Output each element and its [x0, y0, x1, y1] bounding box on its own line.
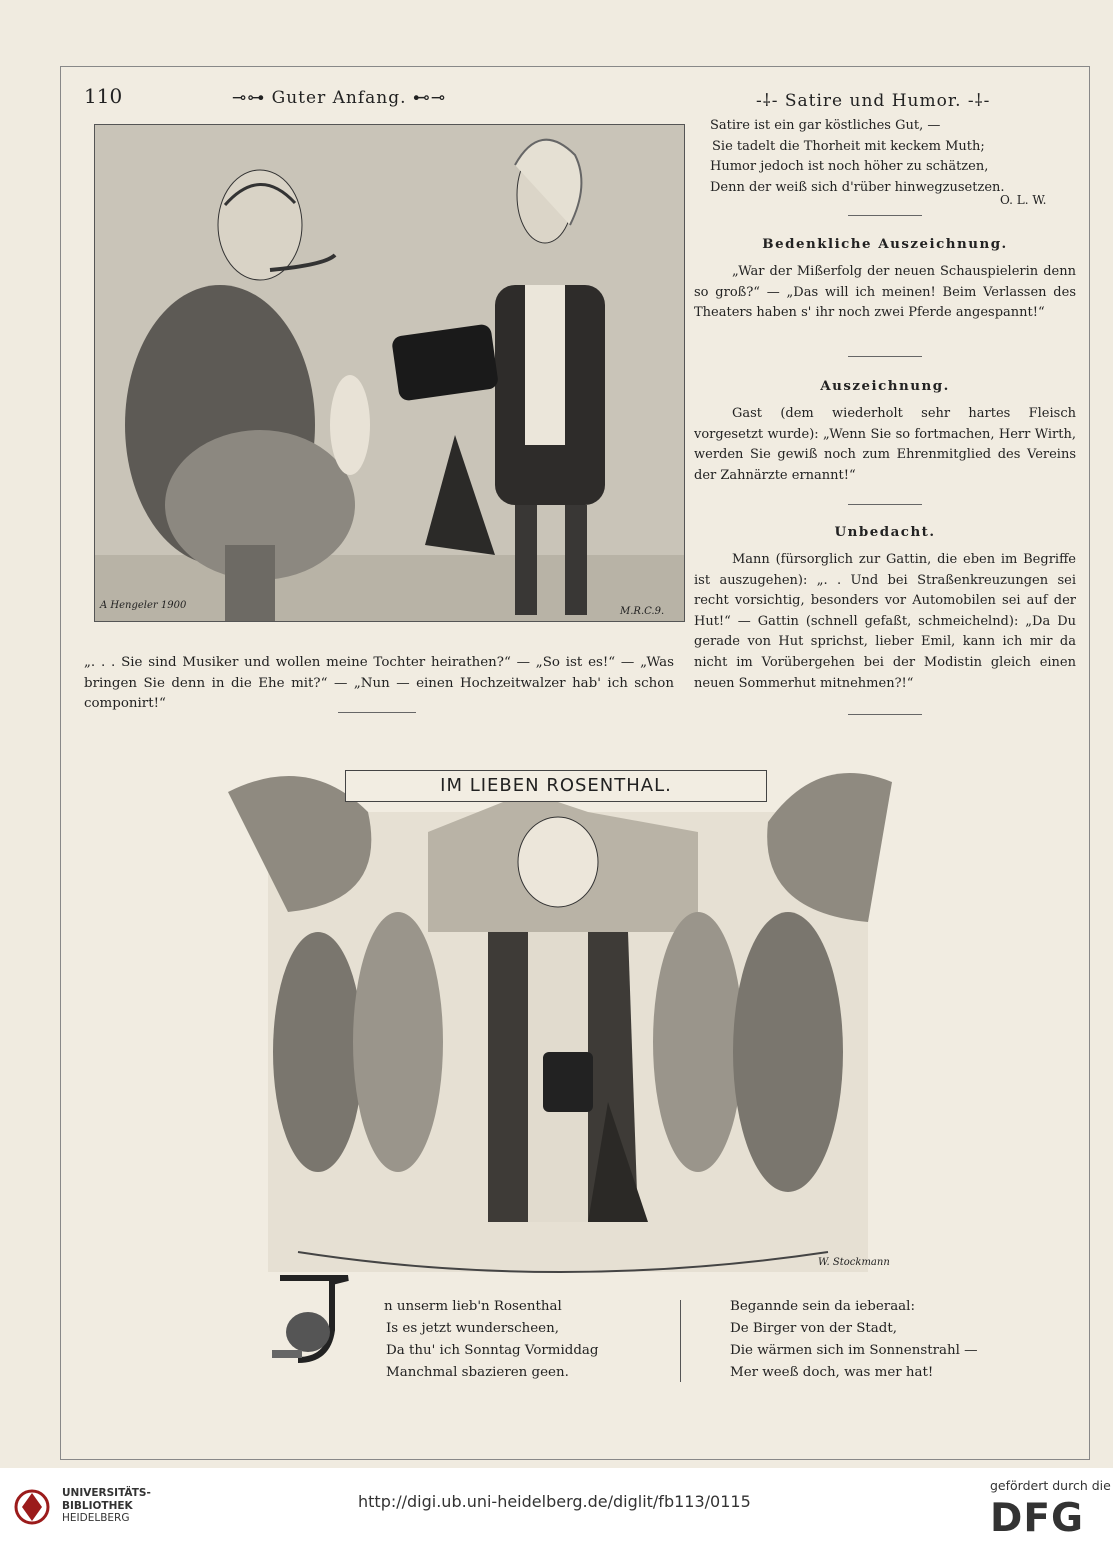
- section-title: Bedenkliche Auszeichnung.: [762, 236, 1008, 252]
- left-column-title: ⊸⊶ Guter Anfang. ⊷⊸: [232, 88, 447, 108]
- verse-divider: [680, 1300, 681, 1382]
- page-url-link[interactable]: http://digi.ub.uni-heidelberg.de/diglit/fb113/0115: [358, 1492, 751, 1511]
- section-title: Unbedacht.: [834, 524, 936, 540]
- section-text: Gast (dem wiederholt sehr hartes Fleisch vorgesetzt wurde): „Wenn Sie so fortmachen, Herr Wirth, werden Sie gewiß noch zum Ehrenmitglied des Vereins der Zahnärzte ernannt!“: [694, 406, 1076, 483]
- section-divider: [848, 504, 922, 505]
- library-line: BIBLIOTHEK: [62, 1499, 133, 1512]
- section-text: „War der Mißerfolg der neuen Schauspielerin denn so groß?“ — „Das will ich meinen! Beim Verlassen des Theaters haben s' ihr noch zwei Pferde angespannt!“: [694, 264, 1076, 321]
- dfg-logo[interactable]: DFG: [990, 1496, 1085, 1541]
- verse-left: [386, 1296, 598, 1384]
- decorative-initial-teapot: [268, 1270, 378, 1370]
- verse-line: Da thu' ich Sonntag Vormiddag: [386, 1343, 599, 1358]
- section-divider: [848, 714, 922, 715]
- caricature-drawing: [95, 125, 684, 621]
- university-seal-icon[interactable]: [14, 1487, 50, 1527]
- verse-right: [730, 1296, 978, 1384]
- rosenthal-drawing: [228, 752, 892, 1278]
- caption-divider: [338, 712, 416, 713]
- section-text: Mann (fürsorglich zur Gattin, die eben im Begriffe ist auszugehen): „. . Und bei Straßenkreuzungen sei recht vorsichtig, besonders vor Automobilen sei auf der Hut!“ — Gattin (schnell gefaßt, schmeichelnd): „Da Du gerade von Hut sprichst, lieber Emil, kann ich mir da nicht im Vorübergehen bei der Modistin gleich einen neuen Sommerhut mitnehmen?!“: [694, 552, 1076, 691]
- illustration-signature-left: A Hengeler 1900: [100, 600, 187, 611]
- poem-line: Humor jedoch ist noch höher zu schätzen,: [710, 159, 989, 174]
- poem-signature: O. L. W.: [1000, 193, 1047, 207]
- poem-line: Denn der weiß sich d'rüber hinwegzusetzen.: [710, 179, 1005, 195]
- verse-line: n unserm lieb'n Rosenthal: [384, 1299, 562, 1314]
- rosenthal-illustration: [228, 752, 892, 1278]
- poem-line: Sie tadelt die Thorheit mit keckem Muth;: [712, 138, 985, 154]
- poem-line: Satire ist ein gar köstliches Gut, —: [710, 118, 941, 133]
- page-number: 110: [84, 84, 123, 108]
- illustration-signature-right: M.R.C.9.: [620, 606, 665, 617]
- opening-poem: [710, 116, 1080, 198]
- verse-line: Mer weeß doch, was mer hat!: [730, 1365, 934, 1380]
- verse-line: Is es jetzt wunderscheen,: [386, 1321, 559, 1336]
- caricature-illustration: [94, 124, 685, 622]
- library-name[interactable]: [62, 1487, 151, 1525]
- section-title: Auszeichnung.: [820, 378, 950, 394]
- verse-line: Begannde sein da ieberaal:: [730, 1299, 915, 1314]
- funding-note: gefördert durch die: [990, 1478, 1111, 1493]
- library-line: HEIDELBERG: [62, 1512, 130, 1524]
- verse-line: Manchmal sbazieren geen.: [386, 1365, 569, 1380]
- section-divider: [848, 356, 922, 357]
- right-column-title: -⸸- Satire und Humor. -⸸-: [756, 91, 991, 111]
- verse-line: Die wärmen sich im Sonnenstrahl —: [730, 1343, 978, 1358]
- rosenthal-signature: W. Stockmann: [818, 1257, 890, 1268]
- illustration-caption: „. . . Sie sind Musiker und wollen meine Tochter heirathen?“ — „So ist es!“ — „Was bringen Sie denn in die Ehe mit?“ — „Nun — einen Hochzeitwalzer hab' ich schon componirt!“: [84, 655, 674, 712]
- verse-line: De Birger von der Stadt,: [730, 1321, 898, 1336]
- section-divider: [848, 215, 922, 216]
- rosenthal-banner: IM LIEBEN ROSENTHAL.: [345, 770, 767, 802]
- library-line: UNIVERSITÄTS-: [62, 1487, 151, 1499]
